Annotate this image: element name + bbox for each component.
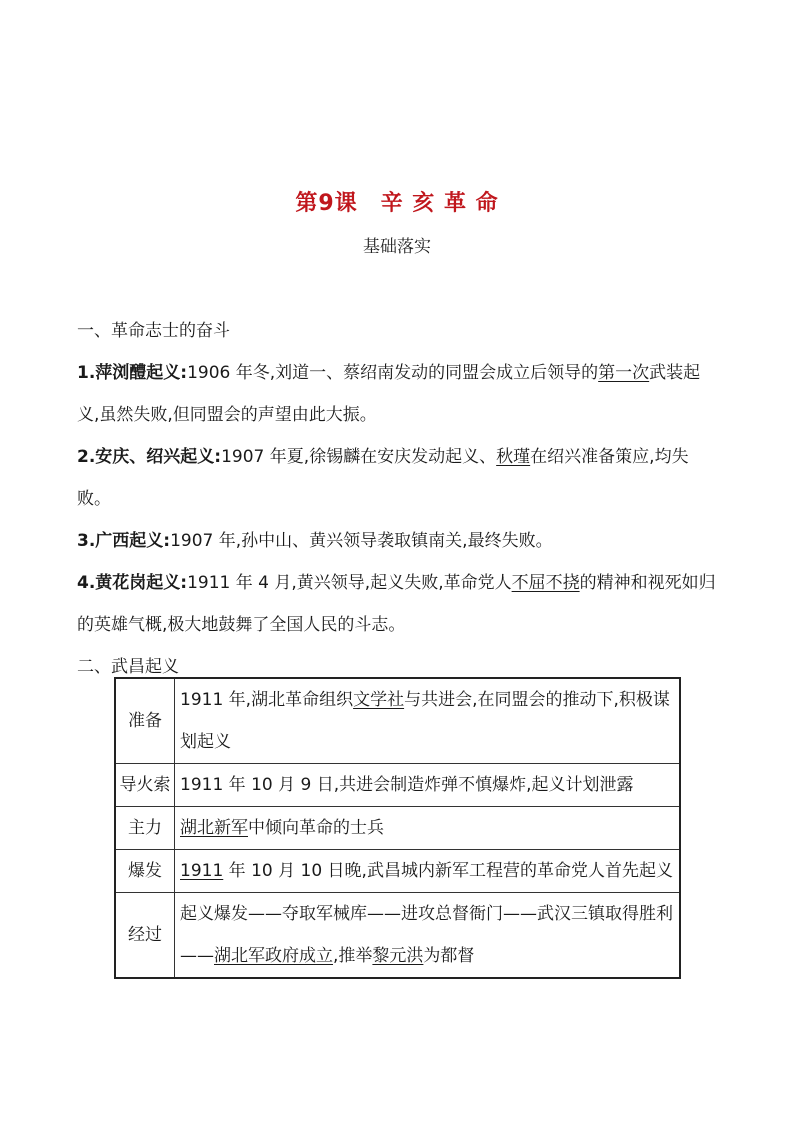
cell-text: 与共进会,在同盟会的推动下,积极谋划起义 bbox=[180, 690, 670, 752]
cell-text: 1911 年,湖北革命组织 bbox=[180, 690, 354, 710]
item-anqing-shaoxing bbox=[77, 436, 721, 520]
cell-text: 年 10 月 10 日晚,武昌城内新军工程营的革命党人首先起义 bbox=[223, 861, 673, 881]
table-row bbox=[115, 764, 680, 807]
row-key: 经过 bbox=[115, 893, 175, 979]
content-body bbox=[77, 310, 721, 688]
row-key: 爆发 bbox=[115, 850, 175, 893]
underlined-answer: 秋瑾 bbox=[496, 447, 531, 467]
table-row bbox=[115, 893, 680, 979]
row-value bbox=[175, 893, 681, 979]
item-label: 4.黄花岗起义: bbox=[77, 573, 188, 593]
row-value bbox=[175, 678, 681, 764]
item-huanghuagang bbox=[77, 562, 721, 646]
lesson-title: 第9课 辛 亥 革 命 bbox=[295, 191, 499, 216]
item-text: 的精神和视死如归的英雄气概,极大地鼓舞了全国人民的斗志。 bbox=[77, 573, 716, 635]
item-label: 2.安庆、绍兴起义: bbox=[77, 447, 222, 467]
item-label: 1.萍浏醴起义: bbox=[77, 363, 188, 383]
table-row bbox=[115, 850, 680, 893]
cell-text: 为都督 bbox=[423, 946, 475, 966]
table-row bbox=[115, 807, 680, 850]
item-text: 1911 年 4 月,黄兴领导,起义失败,革命党人 bbox=[187, 573, 512, 593]
row-key: 准备 bbox=[115, 678, 175, 764]
table-row bbox=[115, 678, 680, 764]
section-heading-2: 二、武昌起义 bbox=[77, 657, 179, 677]
cell-text: ,推举 bbox=[333, 946, 373, 966]
row-value bbox=[175, 764, 681, 807]
underlined-answer: 湖北新军 bbox=[180, 818, 248, 838]
cell-text: 起义爆发——夺取军械库——进攻总督衙门——武汉三镇取得胜利—— bbox=[180, 904, 673, 966]
row-value bbox=[175, 807, 681, 850]
section-heading-1: 一、革命志士的奋斗 bbox=[77, 321, 230, 341]
wuchang-uprising-table bbox=[114, 677, 681, 979]
cell-text: 1911 年 10 月 9 日,共进会制造炸弹不慎爆炸,起义计划泄露 bbox=[180, 775, 634, 795]
item-guangxi bbox=[77, 520, 721, 562]
underlined-answer: 不屈不挠 bbox=[511, 573, 580, 593]
row-value bbox=[175, 850, 681, 893]
item-text: 1907 年夏,徐锡麟在安庆发动起义、 bbox=[221, 447, 497, 467]
row-key: 导火索 bbox=[115, 764, 175, 807]
underlined-answer: 黎元洪 bbox=[372, 946, 424, 966]
item-text: 武装起义,虽然失败,但同盟会的声望由此大振。 bbox=[77, 363, 701, 425]
underlined-answer: 湖北军政府成立 bbox=[214, 946, 333, 966]
row-key: 主力 bbox=[115, 807, 175, 850]
item-text: 1907 年,孙中山、黄兴领导袭取镇南关,最终失败。 bbox=[170, 531, 553, 551]
cell-text: 中倾向革命的士兵 bbox=[248, 818, 384, 838]
underlined-answer: 第一次 bbox=[598, 363, 650, 383]
lesson-subtitle: 基础落实 bbox=[363, 237, 431, 257]
item-text: 在绍兴准备策应,均失败。 bbox=[77, 447, 689, 509]
underlined-answer: 1911 bbox=[180, 861, 224, 881]
item-label: 3.广西起义: bbox=[77, 531, 171, 551]
underlined-answer: 文学社 bbox=[353, 690, 405, 710]
item-text: 1906 年冬,刘道一、蔡绍南发动的同盟会成立后领导的 bbox=[187, 363, 599, 383]
item-pingliuli bbox=[77, 352, 721, 436]
